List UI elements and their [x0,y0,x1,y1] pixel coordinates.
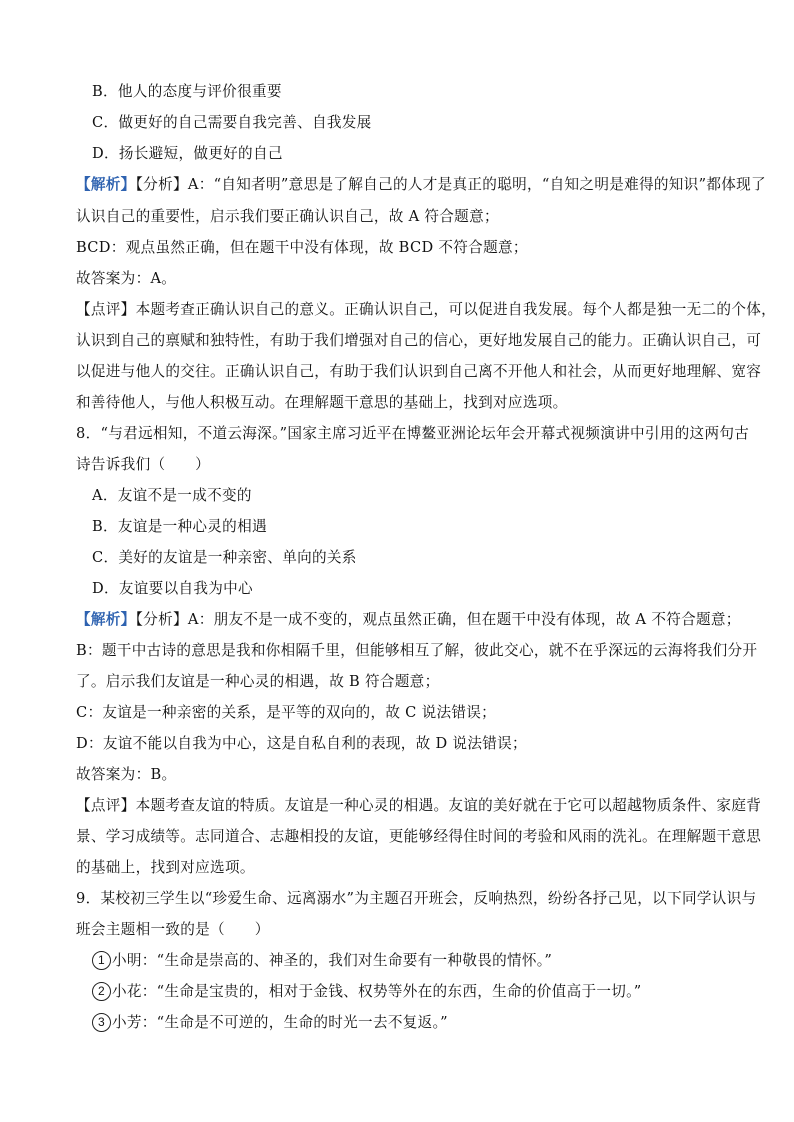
q8-stem: 8．“与君远相知，不道云海深。”国家主席习近平在博鳌亚洲论坛年会开幕式视频演讲中引用的这两句古 [76,425,750,442]
q7-comment-line: 和善待他人，与他人积极互动。在理解题干意思的基础上，找到对应选项。 [76,394,568,411]
q7-analysis-line: 【解析】【分析】A：“自知者明”意思是了解自己的人才是真正的聪明，“自知之明是难得的知识”都体现了 [76,176,766,193]
circled-number: 1 [92,951,111,970]
q8-stem: 诗告诉我们（ ） [76,456,211,473]
q8-option-a: A．友谊不是一成不变的 [92,487,252,504]
q8-analysis-line: C：友谊是一种亲密的关系，是平等的双向的，故 C 说法错误； [76,704,497,721]
circled-number: 3 [92,1013,111,1032]
q7-answer: 故答案为：A。 [76,270,177,287]
q8-analysis-line: B：题干中古诗的意思是我和你相隔千里，但能够相互了解，彼此交心，就不在乎深远的云海将我们分开 [76,642,758,659]
q9-item: 2 小花：“生命是宝贵的，相对于金钱、权势等外在的东西，生命的价值高于一切。” [92,982,642,1002]
q8-comment-line: 景、学习成绩等。志同道合、志趣相投的友谊，更能够经得住时间的考验和风雨的洗礼。在理解题干意思 [76,828,762,845]
q9-item: 3 小芳：“生命是不可逆的，生命的时光一去不复返。” [92,1013,448,1033]
q9-stem: 9．某校初三学生以“珍爱生命、远离溺水”为主题召开班会，反响热烈，纷纷各抒己见，以下同学认识与 [76,890,757,907]
q7-option-d: D．扬长避短，做更好的自己 [92,145,283,162]
q7-analysis-line: BCD：观点虽然正确，但在题干中没有体现，故 BCD 不符合题意； [76,239,528,256]
q7-analysis-line: 认识自己的重要性，启示我们要正确认识自己，故 A 符合题意； [76,208,499,225]
q7-comment-line: 【点评】本题考查正确认识自己的意义。正确认识自己，可以促进自我发展。每个人都是独一无二的个体， [76,301,777,318]
q8-option-c: C．美好的友谊是一种亲密、单向的关系 [92,549,357,566]
q8-answer: 故答案为：B。 [76,766,177,783]
analysis-tag: 【解析】 [76,611,136,628]
q8-comment-line: 的基础上，找到对应选项。 [76,859,255,876]
q8-option-d: D．友谊要以自我为中心 [92,580,253,597]
q8-comment-line: 【点评】本题考查友谊的特质。友谊是一种心灵的相遇。友谊的美好就在于它可以超越物质条件、家庭背 [76,797,762,814]
analysis-tag: 【解析】 [76,176,136,193]
q7-comment-line: 以促进与他人的交往。正确认识自己，有助于我们认识到自己离不开他人和社会，从而更好地理解、宽容 [76,363,762,380]
q7-comment-line: 认识到自己的禀赋和独特性，有助于我们增强对自己的信心，更好地发展自己的能力。正确认识自己，可 [76,332,762,349]
q7-option-b: B．他人的态度与评价很重要 [92,83,282,100]
q8-option-b: B．友谊是一种心灵的相遇 [92,518,267,535]
q8-analysis-line: D：友谊不能以自我为中心，这是自私自利的表现，故 D 说法错误； [76,735,527,752]
q8-analysis-line: 【解析】【分析】A：朋友不是一成不变的，观点虽然正确，但在题干中没有体现，故 A 不符合题意； [76,611,741,628]
circled-number: 2 [92,982,111,1001]
q9-stem: 班会主题相一致的是（ ） [76,921,270,938]
q8-analysis-line: 了。启示我们友谊是一种心灵的相遇，故 B 符合题意； [76,673,440,690]
q9-item: 1 小明：“生命是崇高的、神圣的，我们对生命要有一种敬畏的情怀。” [92,951,552,971]
q7-option-c: C．做更好的自己需要自我完善、自我发展 [92,114,372,131]
